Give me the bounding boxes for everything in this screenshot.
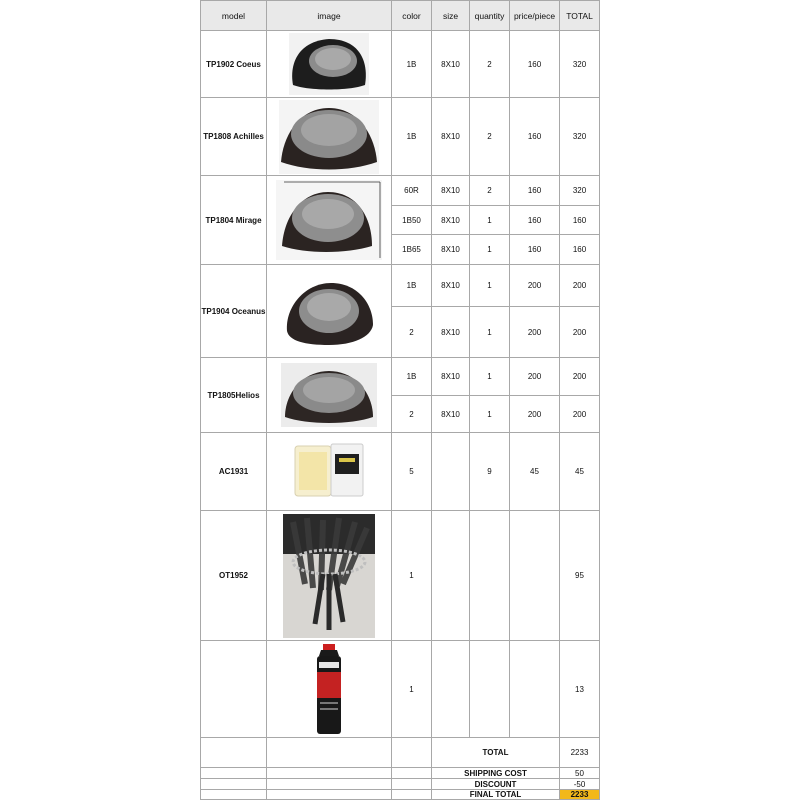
hair-system-photo [283, 273, 375, 349]
size-cell: 8X10 [432, 396, 470, 433]
price-cell [510, 511, 560, 641]
quantity-cell: 2 [470, 176, 510, 206]
image-cell [267, 176, 392, 265]
total-cell: 45 [560, 433, 600, 511]
model-cell: TP1805Helios [200, 358, 267, 433]
price-cell: 45 [510, 433, 560, 511]
hair-color-ring-photo [283, 514, 375, 638]
total-cell: 160 [560, 206, 600, 235]
quantity-cell: 1 [470, 307, 510, 358]
quantity-cell: 1 [470, 358, 510, 396]
model-cell: TP1904 Oceanus [200, 265, 267, 358]
model-cell [200, 641, 267, 738]
header-size: size [432, 0, 470, 31]
image-cell [267, 98, 392, 176]
color-cell: 5 [392, 433, 432, 511]
tape-pack-photo [287, 436, 371, 508]
summary-blank [267, 738, 392, 768]
color-cell: 1B [392, 358, 432, 396]
price-cell: 200 [510, 396, 560, 433]
quantity-cell [470, 511, 510, 641]
size-cell: 8X10 [432, 265, 470, 307]
color-cell: 60R [392, 176, 432, 206]
quantity-cell: 1 [470, 265, 510, 307]
size-cell: 8X10 [432, 235, 470, 265]
total-cell: 95 [560, 511, 600, 641]
price-cell [510, 641, 560, 738]
price-cell: 160 [510, 98, 560, 176]
color-cell: 2 [392, 307, 432, 358]
price-cell: 200 [510, 265, 560, 307]
color-cell: 1B65 [392, 235, 432, 265]
size-cell: 8X10 [432, 176, 470, 206]
total-value: 2233 [560, 738, 600, 768]
hair-system-photo [281, 363, 377, 427]
final-total-label: FINAL TOTAL [432, 790, 560, 800]
color-cell: 1B [392, 98, 432, 176]
header-price: price/piece [510, 0, 560, 31]
image-cell [267, 511, 392, 641]
summary-blank [267, 779, 392, 790]
quantity-cell: 1 [470, 206, 510, 235]
hair-system-photo [289, 33, 369, 95]
price-cell: 160 [510, 31, 560, 98]
total-cell: 200 [560, 265, 600, 307]
price-cell: 160 [510, 235, 560, 265]
color-cell: 1B [392, 265, 432, 307]
total-cell: 200 [560, 358, 600, 396]
header-color: color [392, 0, 432, 31]
size-cell [432, 641, 470, 738]
size-cell: 8X10 [432, 358, 470, 396]
summary-blank [267, 768, 392, 779]
model-cell: TP1902 Coeus [200, 31, 267, 98]
model-cell: AC1931 [200, 433, 267, 511]
total-cell: 160 [560, 235, 600, 265]
shipping-cost-label: SHIPPING COST [432, 768, 560, 779]
total-label: TOTAL [432, 738, 560, 768]
color-cell: 1B [392, 31, 432, 98]
summary-blank [392, 738, 432, 768]
hair-system-photo [279, 100, 379, 174]
model-cell: TP1804 Mirage [200, 176, 267, 265]
total-cell: 320 [560, 31, 600, 98]
color-cell: 1 [392, 511, 432, 641]
quantity-cell: 9 [470, 433, 510, 511]
size-cell: 8X10 [432, 98, 470, 176]
total-cell: 200 [560, 307, 600, 358]
color-cell: 1 [392, 641, 432, 738]
adhesive-bottle-photo [309, 642, 349, 736]
summary-blank [267, 790, 392, 800]
final-total-value: 2233 [560, 790, 600, 800]
model-cell: TP1808 Achilles [200, 98, 267, 176]
hair-system-photo [276, 180, 382, 260]
quantity-cell [470, 641, 510, 738]
price-cell: 160 [510, 206, 560, 235]
summary-blank [392, 790, 432, 800]
image-cell [267, 265, 392, 358]
total-cell: 13 [560, 641, 600, 738]
header-model: model [200, 0, 267, 31]
shipping-cost-value: 50 [560, 768, 600, 779]
quantity-cell: 1 [470, 396, 510, 433]
price-cell: 160 [510, 176, 560, 206]
summary-blank [392, 768, 432, 779]
summary-blank [200, 790, 267, 800]
total-cell: 320 [560, 98, 600, 176]
quantity-cell: 1 [470, 235, 510, 265]
summary-blank [392, 779, 432, 790]
quantity-cell: 2 [470, 98, 510, 176]
total-cell: 200 [560, 396, 600, 433]
image-cell [267, 433, 392, 511]
discount-value: -50 [560, 779, 600, 790]
summary-blank [200, 738, 267, 768]
header-quantity: quantity [470, 0, 510, 31]
header-total: TOTAL [560, 0, 600, 31]
size-cell: 8X10 [432, 206, 470, 235]
color-cell: 2 [392, 396, 432, 433]
color-cell: 1B50 [392, 206, 432, 235]
price-cell: 200 [510, 307, 560, 358]
image-cell [267, 31, 392, 98]
size-cell: 8X10 [432, 31, 470, 98]
model-cell: OT1952 [200, 511, 267, 641]
price-cell: 200 [510, 358, 560, 396]
size-cell [432, 511, 470, 641]
image-cell [267, 641, 392, 738]
size-cell: 8X10 [432, 307, 470, 358]
image-cell [267, 358, 392, 433]
size-cell [432, 433, 470, 511]
header-image: image [267, 0, 392, 31]
total-cell: 320 [560, 176, 600, 206]
summary-blank [200, 768, 267, 779]
quantity-cell: 2 [470, 31, 510, 98]
discount-label: DISCOUNT [432, 779, 560, 790]
summary-blank [200, 779, 267, 790]
